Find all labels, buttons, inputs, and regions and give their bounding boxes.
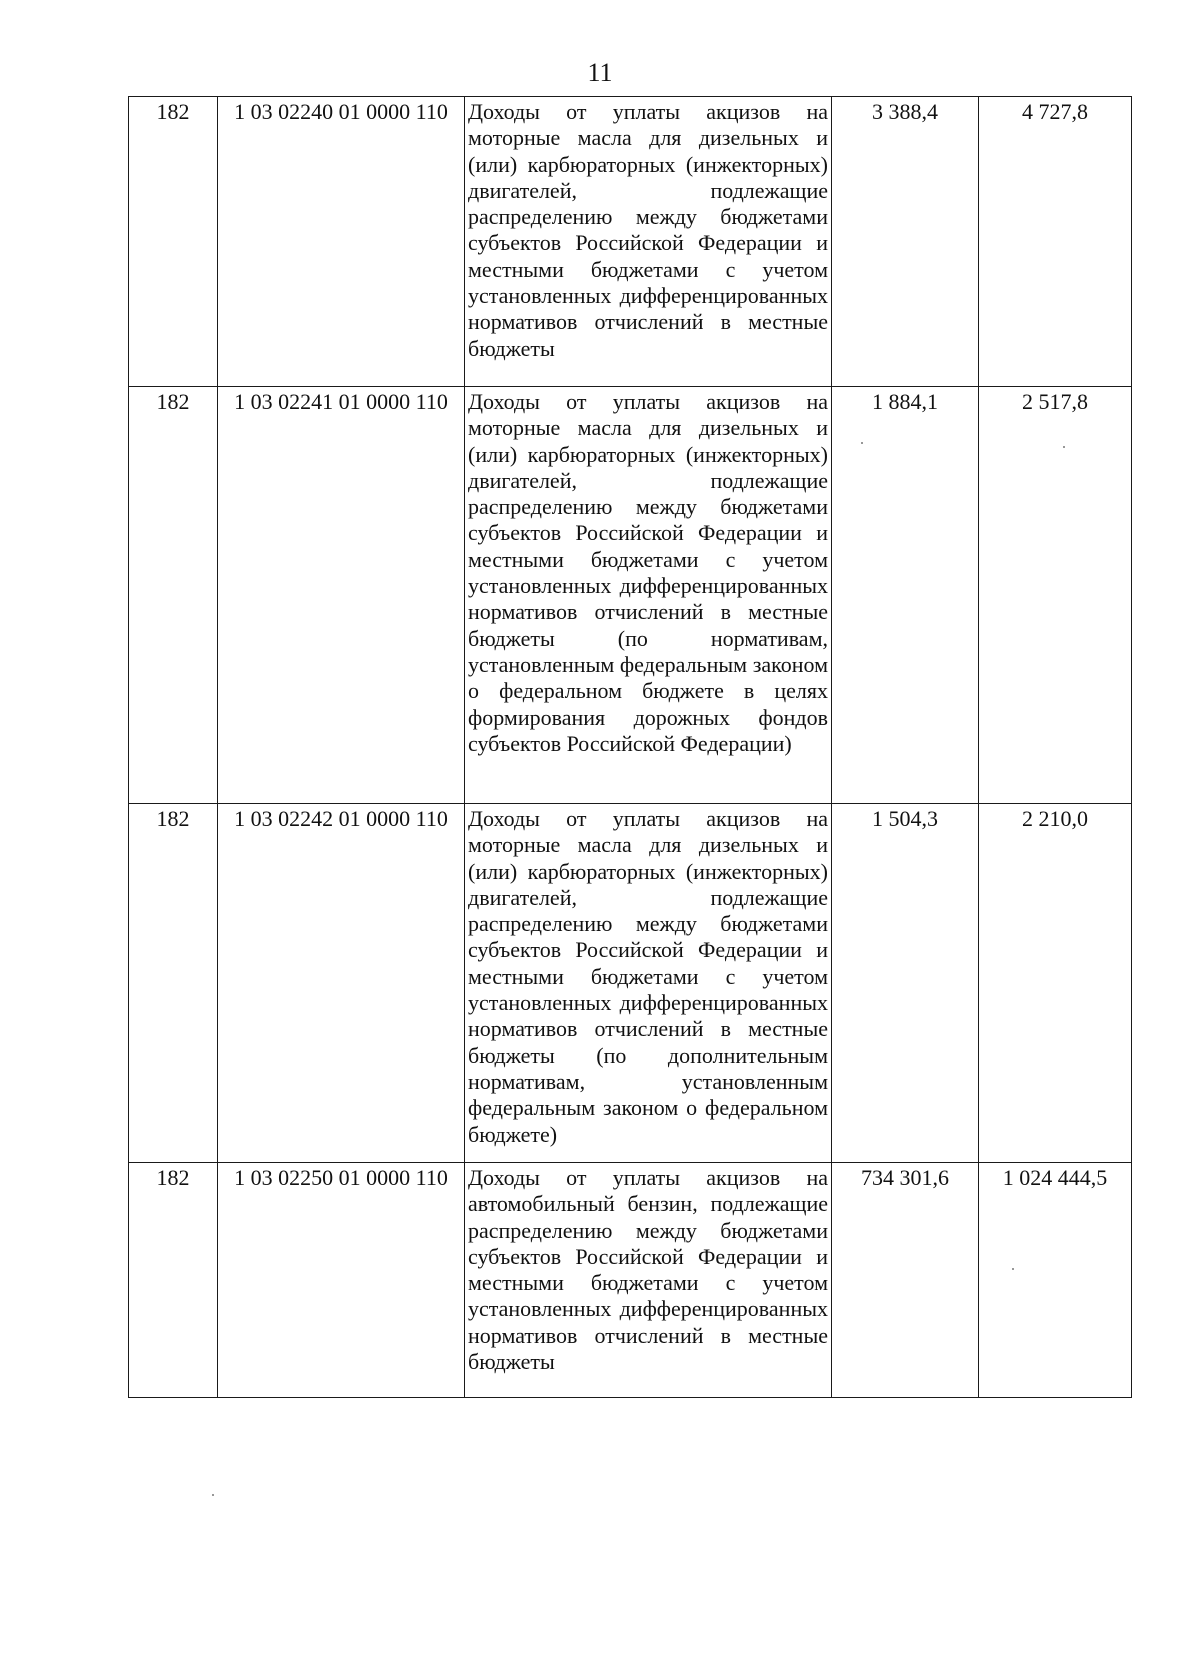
page-number: 11 — [587, 58, 613, 87]
amount-cell-2: 4 727,8 — [979, 97, 1132, 387]
scan-speck — [1063, 446, 1065, 448]
amount-cell-2: 2 210,0 — [979, 804, 1132, 1163]
budget-code-cell: 1 03 02242 01 0000 110 — [218, 804, 465, 1163]
revenue-name-cell: Доходы от уплаты акцизов на моторные масла для дизельных и (или) карбюраторных (инжекторных) двигателей, подлежащие распределению между бюджетами субъектов Российской Федерации и местными бюджетами с учетом установленных дифференцированных нормативов отчислений в местные бюджеты (по нормативам, установленным федеральным законом о федеральном бюджете в целях формирования дорожных фондов субъектов Российской Федерации) — [465, 387, 832, 804]
revenue-name-cell: Доходы от уплаты акцизов на моторные масла для дизельных и (или) карбюраторных (инжекторных) двигателей, подлежащие распределению между бюджетами субъектов Российской Федерации и местными бюджетами с учетом установленных дифференцированных нормативов отчислений в местные бюджеты (по дополнительным нормативам, установленным федеральным законом о федеральном бюджете) — [465, 804, 832, 1163]
revenue-name-cell: Доходы от уплаты акцизов на моторные масла для дизельных и (или) карбюраторных (инжекторных) двигателей, подлежащие распределению между бюджетами субъектов Российской Федерации и местными бюджетами с учетом установленных дифференцированных нормативов отчислений в местные бюджеты — [465, 97, 832, 387]
admin-code-cell: 182 — [129, 387, 218, 804]
amount-cell-2: 2 517,8 — [979, 387, 1132, 804]
admin-code-cell: 182 — [129, 1163, 218, 1398]
table-row — [129, 1163, 1132, 1398]
revenue-table — [128, 96, 1132, 1398]
budget-code-cell: 1 03 02250 01 0000 110 — [218, 1163, 465, 1398]
table-row — [129, 804, 1132, 1163]
scan-speck — [1012, 1268, 1014, 1270]
table-row — [129, 97, 1132, 387]
amount-cell-1: 734 301,6 — [832, 1163, 979, 1398]
admin-code-cell: 182 — [129, 804, 218, 1163]
table-row — [129, 387, 1132, 804]
admin-code-cell: 182 — [129, 97, 218, 387]
scan-speck — [212, 1494, 214, 1496]
amount-cell-2: 1 024 444,5 — [979, 1163, 1132, 1398]
revenue-name-cell: Доходы от уплаты акцизов на автомобильный бензин, подлежащие распределению между бюджетами субъектов Российской Федерации и местными бюджетами с учетом установленных дифференцированных нормативов отчислений в местные бюджеты — [465, 1163, 832, 1398]
amount-cell-1: 1 504,3 — [832, 804, 979, 1163]
budget-code-cell: 1 03 02241 01 0000 110 — [218, 387, 465, 804]
amount-cell-1: 1 884,1 — [832, 387, 979, 804]
scan-speck — [861, 442, 863, 444]
budget-code-cell: 1 03 02240 01 0000 110 — [218, 97, 465, 387]
amount-cell-1: 3 388,4 — [832, 97, 979, 387]
